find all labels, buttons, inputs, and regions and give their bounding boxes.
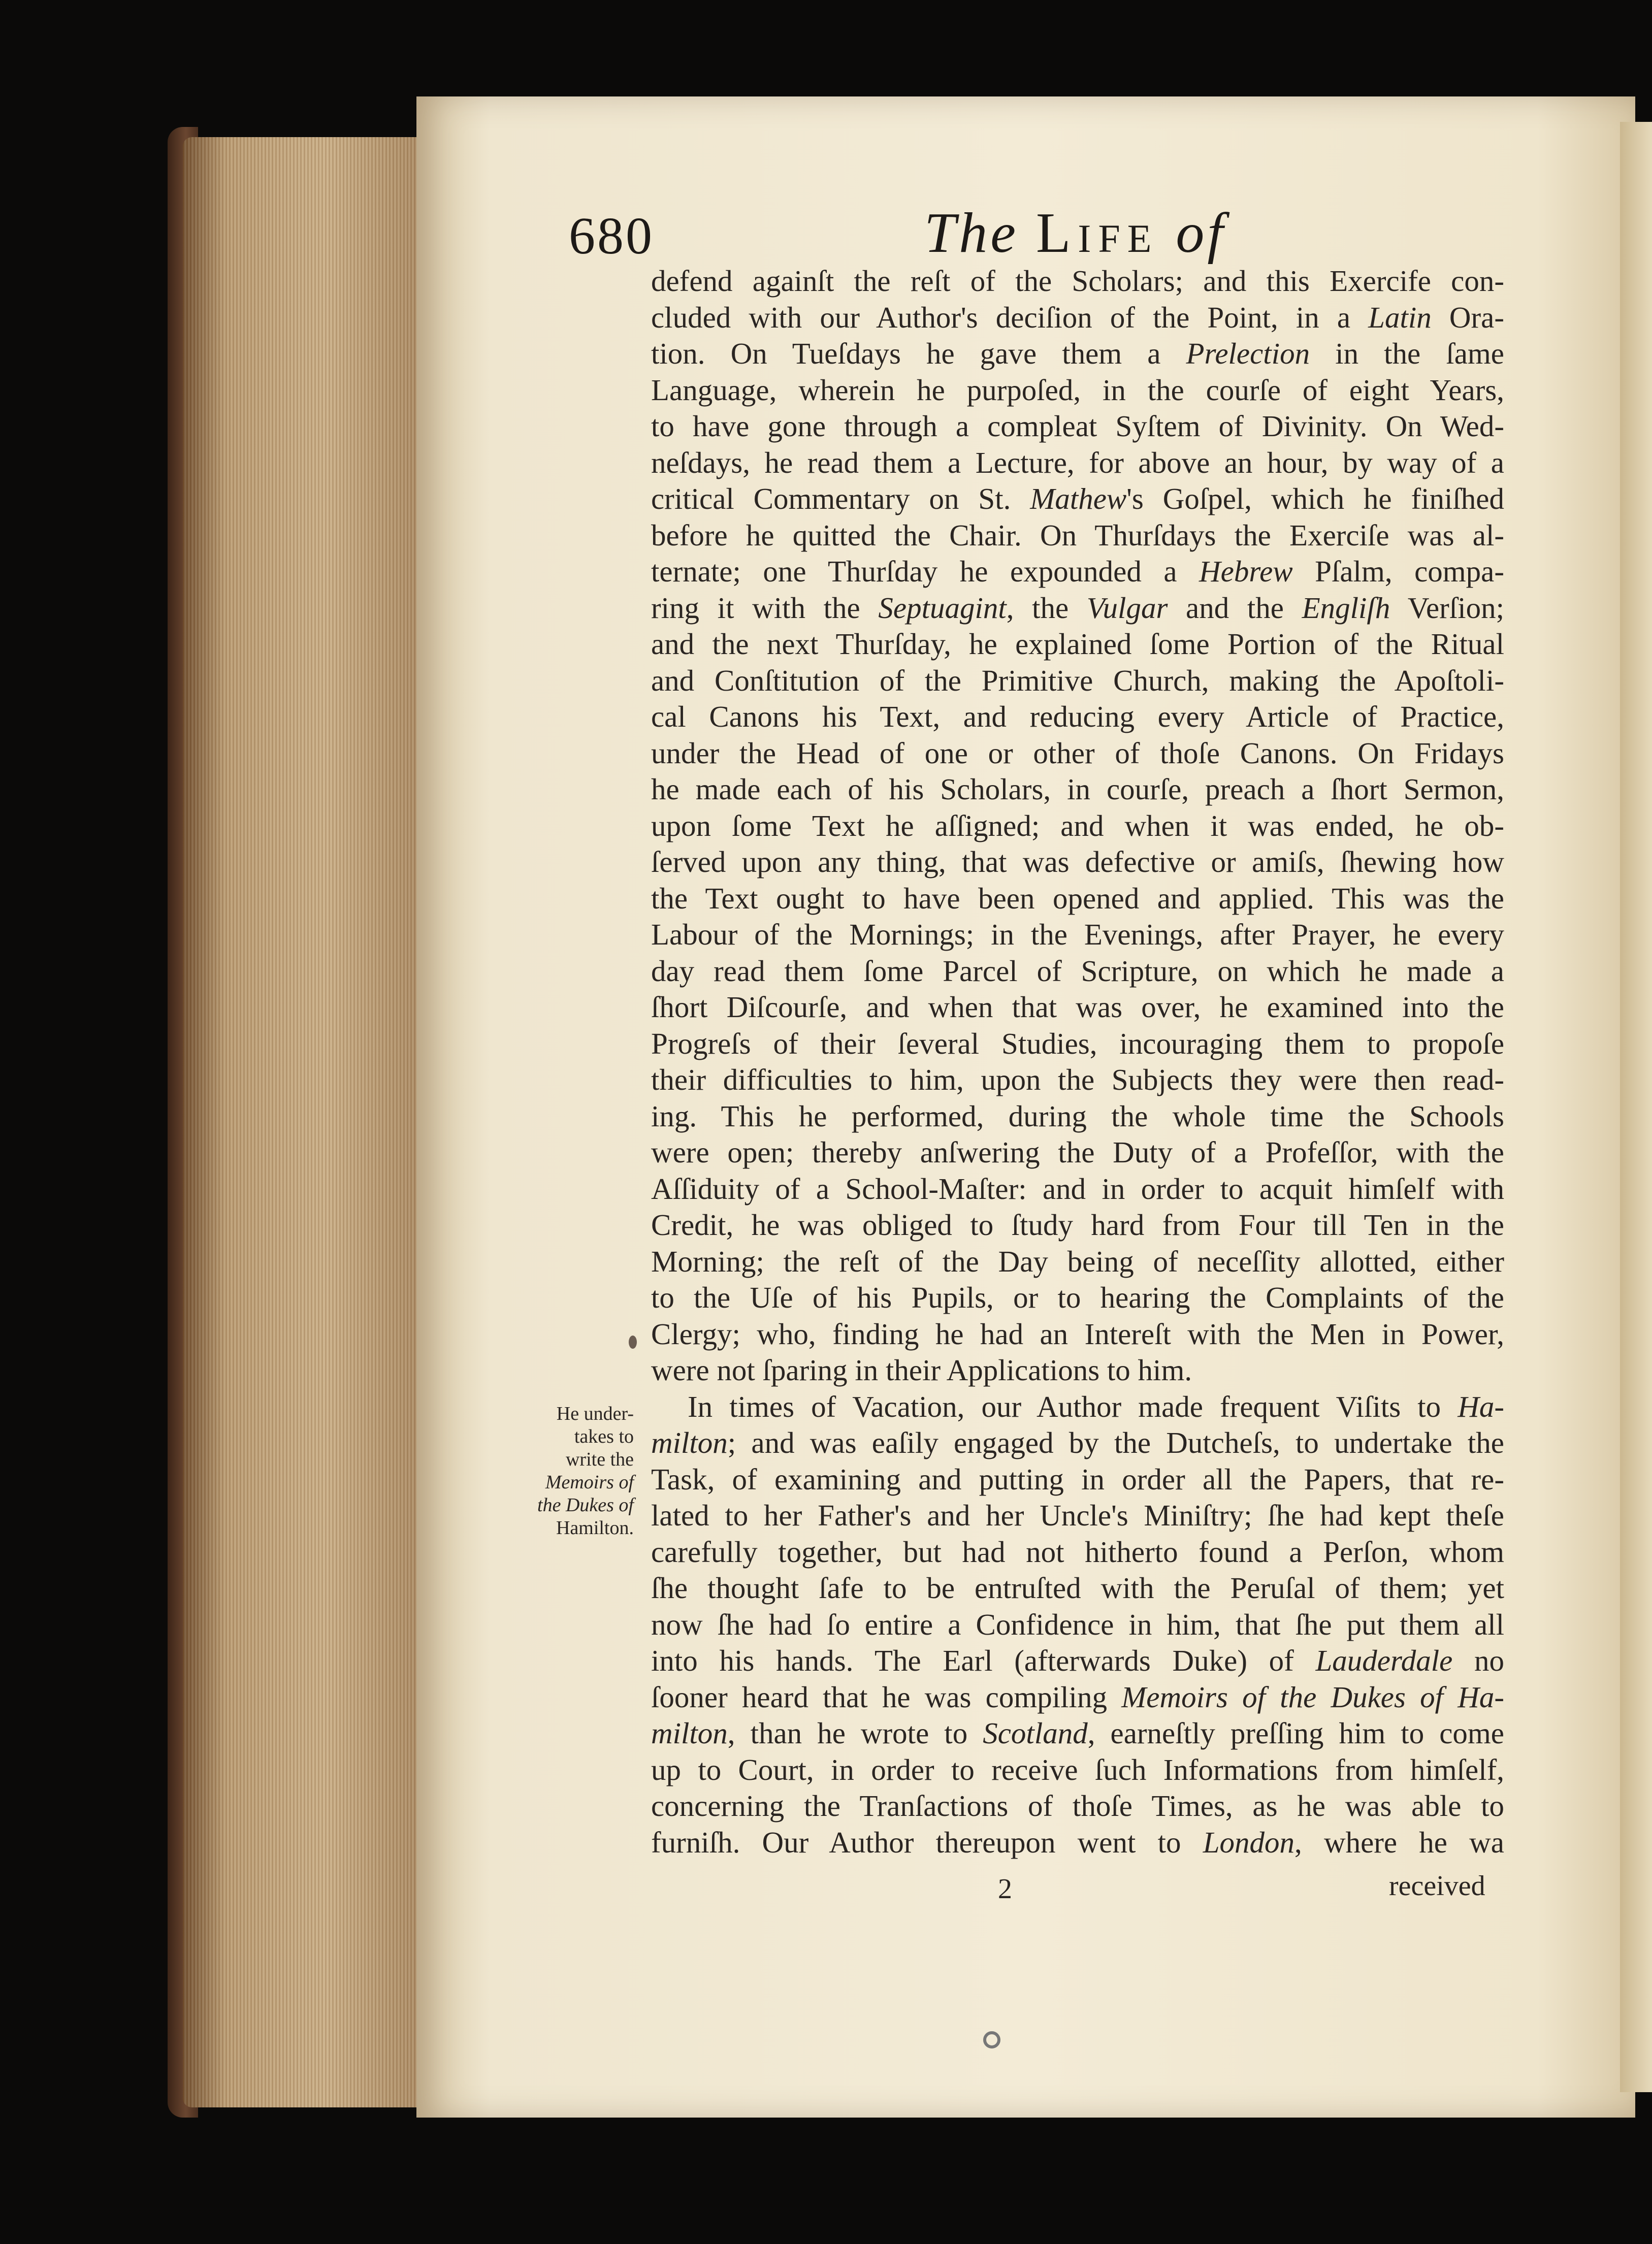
ink-blot bbox=[629, 1336, 637, 1349]
italic-text: Engliſh bbox=[1302, 591, 1390, 625]
text-line bbox=[651, 1607, 1504, 1643]
margin-note-line: Memoirs of bbox=[545, 1472, 634, 1493]
text-line bbox=[651, 1825, 1504, 1861]
text-run: the Text ought to have been opened and applied. This was the bbox=[651, 881, 1504, 915]
text-line bbox=[651, 699, 1504, 735]
text-line bbox=[651, 989, 1504, 1026]
body-text bbox=[651, 263, 1504, 1861]
text-line bbox=[651, 408, 1504, 445]
text-run: Progreſs of their ſeveral Studies, incouraging them to propoſe bbox=[651, 1026, 1504, 1060]
facing-page-edge bbox=[1620, 122, 1652, 2092]
text-run: cal Canons his Text, and reducing every Article of Practice, bbox=[651, 700, 1504, 733]
running-title-prefix: The bbox=[924, 202, 1019, 265]
text-line bbox=[651, 771, 1504, 808]
text-run: Morning; the reſt of the Day being of neceſſity allotted, either bbox=[651, 1244, 1504, 1278]
text-run: up to Court, in order to receive ſuch Informations from himſelf, bbox=[651, 1752, 1504, 1786]
text-line bbox=[651, 735, 1504, 772]
italic-text: milton bbox=[651, 1426, 728, 1459]
italic-text: Lauderdale bbox=[1315, 1644, 1453, 1677]
page-number: 680 bbox=[569, 207, 654, 265]
text-run: ſerved upon any thing, that was defective or amiſs, ſhewing how bbox=[651, 845, 1504, 879]
margin-note-line: write the bbox=[565, 1449, 634, 1470]
text-run: Pſalm, compa- bbox=[1292, 555, 1504, 588]
margin-note-line: He under- bbox=[556, 1403, 634, 1424]
running-title-main: Life bbox=[1036, 202, 1159, 265]
text-run: were open; thereby anſwering the Duty of a Profeſſor, with the bbox=[651, 1135, 1504, 1169]
library-stamp-mark bbox=[983, 2031, 1000, 2048]
italic-text: Prelection bbox=[1186, 337, 1310, 370]
margin-note bbox=[527, 1403, 634, 1540]
text-run: defend againſt the reſt of the Scholars; and this Exercife con- bbox=[651, 264, 1504, 298]
italic-text: Memoirs of the Dukes of Ha- bbox=[1121, 1680, 1504, 1714]
text-run: lated to her Father's and her Uncle's Miniſtry; ſhe had kept theſe bbox=[651, 1499, 1504, 1532]
text-run: Credit, he was obliged to ſtudy hard from Four till Ten in the bbox=[651, 1208, 1504, 1242]
text-run: critical Commentary on St. bbox=[651, 482, 1030, 515]
italic-text: London bbox=[1203, 1825, 1295, 1859]
text-run: , where he wa bbox=[1294, 1825, 1504, 1859]
text-run: Clergy; who, finding he had an Intereſt with the Men in Power, bbox=[651, 1317, 1504, 1351]
text-run: under the Head of one or other of thoſe Canons. On Fridays bbox=[651, 736, 1504, 770]
text-run: ing. This he performed, during the whole time the Schools bbox=[651, 1099, 1504, 1133]
text-run: , the bbox=[1006, 591, 1087, 625]
running-title bbox=[924, 201, 1226, 266]
text-run: cluded with our Author's deciſion of the Point, in a bbox=[651, 300, 1369, 334]
text-run: carefully together, but had not hitherto found a Perſon, whom bbox=[651, 1535, 1504, 1569]
text-run: ſhe thought ſafe to be entruſted with the Peruſal of them; yet bbox=[651, 1571, 1504, 1605]
text-run: concerning the Tranſactions of thoſe Times, as he was able to bbox=[651, 1789, 1504, 1823]
italic-text: Vulgar bbox=[1086, 591, 1168, 625]
italic-text: Scotland bbox=[983, 1716, 1088, 1750]
text-run: were not ſparing in their Applications to him. bbox=[651, 1353, 1192, 1387]
italic-text: milton bbox=[651, 1716, 728, 1750]
text-run: their difficulties to him, upon the Subjects they were then read- bbox=[651, 1063, 1504, 1096]
text-run: , than he wrote to bbox=[727, 1716, 983, 1750]
text-line bbox=[651, 517, 1504, 554]
text-line bbox=[651, 626, 1504, 663]
text-line bbox=[651, 917, 1504, 953]
text-run: Verſion; bbox=[1390, 591, 1504, 625]
text-run: tion. On Tueſdays he gave them a bbox=[651, 337, 1186, 370]
text-line bbox=[651, 263, 1504, 300]
text-run: and the next Thurſday, he explained ſome Portion of the Ritual bbox=[651, 627, 1504, 661]
text-line bbox=[651, 1715, 1504, 1752]
text-line bbox=[651, 663, 1504, 699]
text-run: upon ſome Text he aſſigned; and when it was ended, he ob- bbox=[651, 808, 1504, 842]
italic-text: Mathew bbox=[1030, 482, 1127, 515]
italic-text: Hebrew bbox=[1199, 555, 1293, 588]
text-run: ſhort Diſcourſe, and when that was over, he examined into the bbox=[651, 990, 1504, 1024]
text-line bbox=[651, 1425, 1504, 1461]
text-line bbox=[651, 1643, 1504, 1679]
text-line bbox=[651, 554, 1504, 590]
text-line bbox=[651, 1788, 1504, 1825]
text-run: to the Uſe of his Pupils, or to hearing the Complaints of the bbox=[651, 1281, 1504, 1314]
text-line bbox=[651, 1171, 1504, 1208]
text-run: and the bbox=[1168, 591, 1302, 625]
text-line bbox=[651, 1534, 1504, 1571]
text-run: In times of Vacation, our Author made frequent Viſits to bbox=[688, 1389, 1458, 1423]
text-run: Ora- bbox=[1431, 300, 1504, 334]
text-line bbox=[651, 372, 1504, 409]
text-line bbox=[651, 844, 1504, 881]
text-run: , earneſtly preſſing him to come bbox=[1087, 1716, 1504, 1750]
text-run: to have gone through a compleat Syſtem of Divinity. On Wed- bbox=[651, 409, 1504, 443]
text-run: Language, wherein he purpoſed, in the courſe of eight Years, bbox=[651, 373, 1504, 407]
text-line bbox=[651, 881, 1504, 917]
text-line bbox=[651, 1207, 1504, 1244]
text-run: ring it with the bbox=[651, 591, 879, 625]
text-run: 's Goſpel, which he finiſhed bbox=[1126, 482, 1504, 515]
text-run: ternate; one Thurſday he expounded a bbox=[651, 555, 1200, 588]
text-run: Labour of the Mornings; in the Evenings, after Prayer, he every bbox=[651, 918, 1504, 951]
text-run: furniſh. Our Author thereupon went to bbox=[651, 1825, 1203, 1859]
text-run: into his hands. The Earl (afterwards Duke) of bbox=[651, 1644, 1316, 1677]
text-run: no bbox=[1452, 1644, 1504, 1677]
text-run: now ſhe had ſo entire a Confidence in him, that ſhe put them all bbox=[651, 1607, 1504, 1641]
text-line bbox=[651, 1461, 1504, 1498]
text-line bbox=[651, 1352, 1504, 1389]
italic-text: Septuagint bbox=[878, 591, 1007, 625]
text-run: and Conſtitution of the Primitive Church, making the Apoſtoli- bbox=[651, 663, 1504, 697]
catchword: received bbox=[1389, 1870, 1485, 1902]
text-line bbox=[651, 590, 1504, 627]
text-run: Task, of examining and putting in order all the Papers, that re- bbox=[651, 1462, 1504, 1496]
text-line bbox=[651, 445, 1504, 481]
text-line bbox=[651, 1098, 1504, 1135]
signature-mark: 2 bbox=[998, 1873, 1012, 1905]
text-run: Aſſiduity of a School-Maſter: and in order to acquit himſelf with bbox=[651, 1172, 1504, 1206]
margin-note-line: the Dukes of bbox=[537, 1494, 634, 1516]
text-line bbox=[651, 1062, 1504, 1098]
text-line bbox=[651, 1752, 1504, 1788]
text-line bbox=[651, 808, 1504, 844]
text-run: before he quitted the Chair. On Thurſdays the Exerciſe was al- bbox=[651, 518, 1504, 552]
text-line bbox=[651, 1498, 1504, 1534]
text-line bbox=[651, 1280, 1504, 1316]
margin-note-line: Hamilton. bbox=[556, 1517, 634, 1539]
margin-note-line: takes to bbox=[574, 1426, 634, 1447]
text-run: ; and was eaſily engaged by the Dutcheſs, to undertake the bbox=[727, 1426, 1504, 1459]
text-line bbox=[651, 1134, 1504, 1171]
text-line bbox=[651, 1244, 1504, 1280]
running-head bbox=[569, 201, 1534, 272]
text-run: ſooner heard that he was compiling bbox=[651, 1680, 1122, 1714]
text-line bbox=[651, 1389, 1504, 1425]
text-line bbox=[651, 1679, 1504, 1716]
text-line bbox=[651, 336, 1504, 372]
book-fore-edge bbox=[183, 137, 422, 2107]
text-line bbox=[651, 953, 1504, 990]
italic-text: Ha- bbox=[1457, 1389, 1504, 1423]
text-run: day read them ſome Parcel of Scripture, on which he made a bbox=[651, 954, 1504, 988]
text-line bbox=[651, 1316, 1504, 1353]
text-line bbox=[651, 1570, 1504, 1607]
italic-text: Latin bbox=[1368, 300, 1432, 334]
text-run: neſdays, he read them a Lecture, for above an hour, by way of a bbox=[651, 445, 1504, 479]
text-line bbox=[651, 481, 1504, 517]
text-run: in the ſame bbox=[1310, 337, 1504, 370]
text-line bbox=[651, 1026, 1504, 1062]
running-title-suffix: of bbox=[1176, 202, 1226, 265]
text-line bbox=[651, 300, 1504, 336]
text-run: he made each of his Scholars, in courſe, preach a ſhort Sermon, bbox=[651, 772, 1504, 806]
